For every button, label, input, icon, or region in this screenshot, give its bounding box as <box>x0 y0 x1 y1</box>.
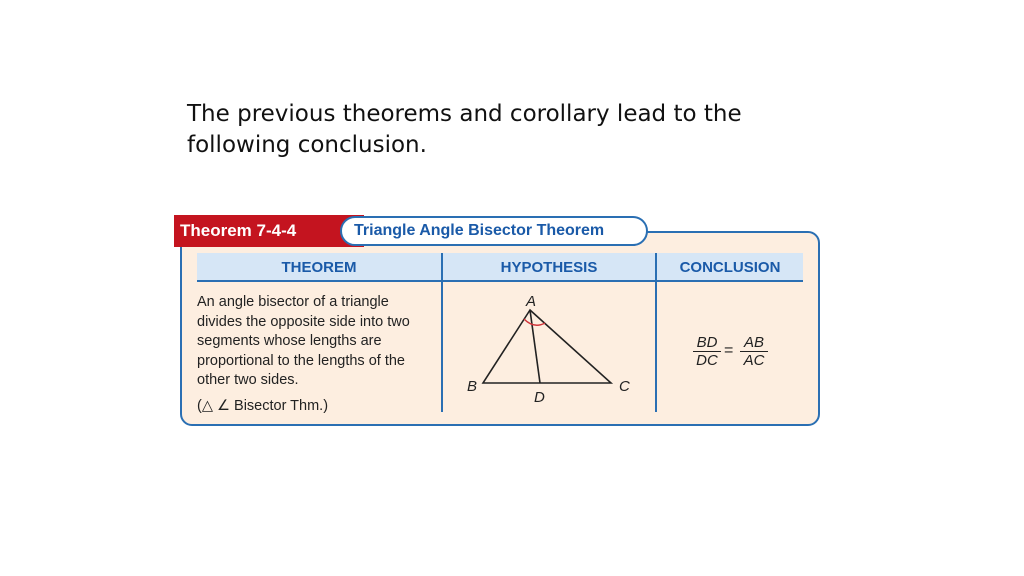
point-label-d: D <box>534 389 545 406</box>
fraction-left-numerator: BD <box>693 334 721 352</box>
fraction-left-denominator: DC <box>696 352 718 369</box>
table-header-row <box>197 253 803 282</box>
bisector-ad <box>530 310 540 383</box>
equals-sign: = <box>724 342 734 359</box>
theorem-name-pill: Triangle Angle Bisector Theorem <box>340 216 648 246</box>
triangle-diagram <box>444 285 652 409</box>
theorem-number-tag: Theorem 7-4-4 <box>174 215 364 247</box>
fraction-right-denominator: AC <box>743 352 765 369</box>
conclusion-fraction-right <box>740 334 768 369</box>
column-divider-2 <box>655 253 657 412</box>
vertex-label-c: C <box>619 378 630 395</box>
vertex-label-b: B <box>467 378 478 395</box>
column-divider-1 <box>441 253 443 412</box>
vertex-label-a: A <box>526 293 537 310</box>
intro-text: The previous theorems and corollary lead to the following conclusion. <box>187 101 742 158</box>
conclusion-fraction-left <box>693 334 721 369</box>
header-theorem: THEOREM <box>281 259 357 276</box>
theorem-abbreviation: (△ ∠ Bisector Thm.) <box>197 398 329 414</box>
theorem-statement: An angle bisector of a triangle divides the opposite side into two segments whose lengths are proportional to the lengths of the other two sides. <box>197 294 410 388</box>
fraction-right-numerator: AB <box>740 334 768 352</box>
header-conclusion: CONCLUSION <box>679 259 781 276</box>
triangle-abc <box>483 310 611 383</box>
header-hypothesis: HYPOTHESIS <box>500 259 598 276</box>
